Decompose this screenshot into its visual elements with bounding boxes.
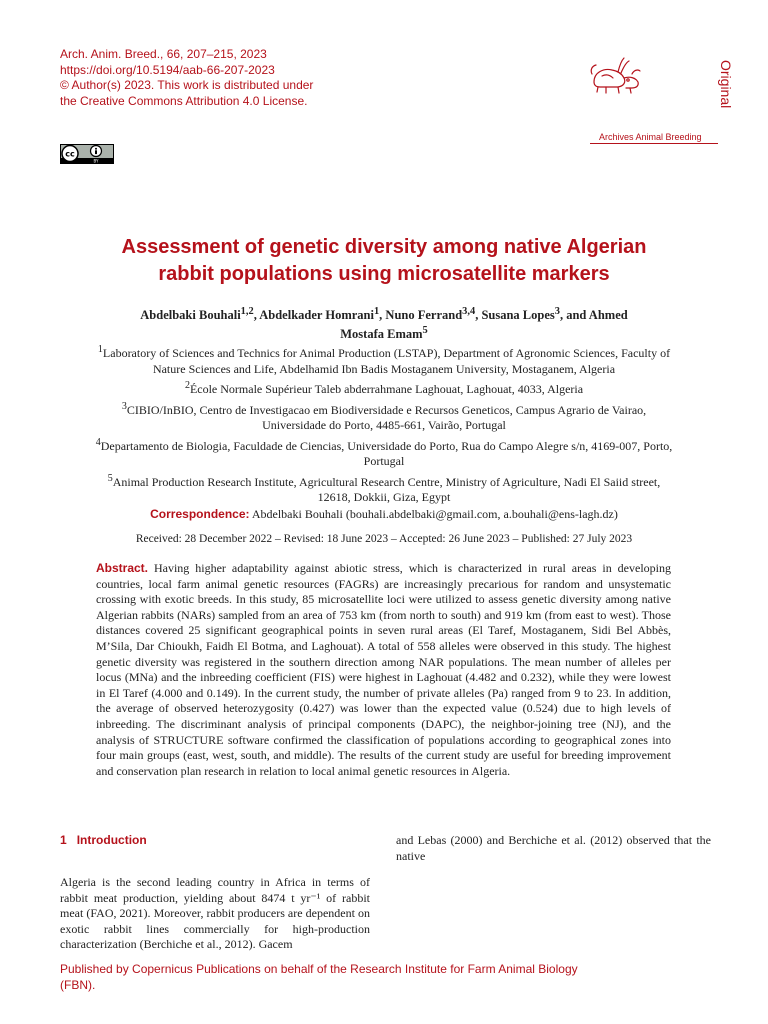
abstract-text: Having higher adaptability against abiotic stress, which is characterized in rural areas in developing countries, local farm animal genetic resources (FAGRs) are increasingly precarious for random and unsystematic crossing with exotic breeds. In this study, 85 microsatellite loci were utilized to assess genetic diversity among native Algerian rabbits (NARs) sampled from an area of 753 km (from north to south) and 919 km (from east to west). Those distances covered 25 significant geographical points in seven rural areas (El Taref, Mostaganem, Sidi Bel Abbès, M’Sila, Dar Chioukh, Faidh El Botma, and Laghouat). A total of 558 alleles were observed in this study. The highest genetic diversity was registered in the southern direction among NAR populations. The mean number of alleles per locus (MNa) and the inbreeding coefficient (FIS) were highest in Laghouat (4.482 and 0.232), while they were lowest in El Taref (4.000 and 0.149). In the current study, the number of private alleles (Pa) ranged from 9 to 23. In addition, the average of observed heterozygosity (0.427) was lower than the expected value (0.524) due to high levels of inbreeding. The discriminant analysis of principal components (DAPC), the neighbor-joining tree (NJ), and the analysis of STRUCTURE software confirmed the classification of populations according to geographical zones into four main groups (east, west, south, and middle). The results of the current study are useful for breeding improvement and conservation plan research in relation to local animal genetic resources in Algeria. xyxy=(96,561,672,778)
citation-block xyxy=(60,47,313,109)
abstract xyxy=(96,561,671,779)
section-heading xyxy=(60,833,147,847)
title-line: Assessment of genetic diversity among native Algerian xyxy=(121,236,647,258)
correspondence xyxy=(60,507,708,522)
author-affil-ref: 3 xyxy=(554,306,560,317)
author-affil-ref: 1 xyxy=(373,306,380,317)
author-list xyxy=(120,304,648,342)
section-number: 1 xyxy=(60,833,67,847)
affiliation-number: 5 xyxy=(107,472,113,484)
doi-link[interactable]: https://doi.org/10.5194/aab-66-207-2023 xyxy=(60,62,275,77)
affiliation-text: Laboratory of Sciences and Technics for Animal Production (LSTAP), Department of Agronomic Sciences, Faculty of Nature Sciences and Life, Abdelhamid Ibn Badis Mostaganem University, Mostaganem, Algeria xyxy=(102,346,671,376)
citation-line: Arch. Anim. Breed., 66, 207–215, 2023 xyxy=(60,47,267,61)
publisher-footer: Published by Copernicus Publications on behalf of the Research Institute for Farm Animal Biology xyxy=(60,962,578,976)
affiliation-list xyxy=(95,342,673,507)
affiliation xyxy=(95,342,673,377)
affiliation-number: 4 xyxy=(95,436,101,448)
author-name: Ahmed Mostafa Emam xyxy=(340,308,628,342)
author-name: Abdelkader Homrani xyxy=(259,308,374,323)
paper-title xyxy=(60,234,708,288)
affiliation xyxy=(95,471,673,506)
svg-text:BY: BY xyxy=(93,158,99,164)
cc-by-icon[interactable] xyxy=(60,144,114,164)
author-affil-ref: 1,2 xyxy=(240,306,254,317)
article-type-label: Original xyxy=(718,60,734,109)
affiliation-text: CIBIO/InBIO, Centro de Investigacao em Biodiversidade e Recursos Geneticos, Campus Agrario de Vairao, Universidade do Porto, 4485-661, Vairão, Portugal xyxy=(126,402,647,432)
author-name: Susana Lopes xyxy=(481,308,555,323)
author-separator: , xyxy=(379,308,386,323)
author-name: Nuno Ferrand xyxy=(385,308,463,323)
author-name: Abdelbaki Bouhali xyxy=(140,308,241,323)
license-link[interactable]: the Creative Commons Attribution 4.0 License. xyxy=(60,93,308,108)
svg-text:cc: cc xyxy=(65,149,75,159)
intro-paragraph-right: and Lebas (2000) and Berchiche et al. (2012) observed that the native xyxy=(396,833,711,863)
affiliation-text: École Normale Supérieur Taleb abderrahmane Laghouat, Laghouat, 4033, Algeria xyxy=(189,382,584,396)
correspondence-contact[interactable]: Abdelbaki Bouhali (bouhali.abdelbaki@gmail.com, a.bouhali@ens-lagh.dz) xyxy=(251,507,618,521)
affiliation-number: 3 xyxy=(121,400,127,412)
author-separator: , and xyxy=(559,308,589,323)
publication-dates: Received: 28 December 2022 – Revised: 18 June 2023 – Accepted: 26 June 2023 – Published: 27 July 2023 xyxy=(135,533,633,545)
intro-paragraph-left: Algeria is the second leading country in Africa in terms of rabbit meat production, yielding about 8474 t yr⁻¹ of rabbit meat (FAO, 2021). Moreover, rabbit producers are dependent on exotic rabbit lines commercially for high-production characterization (Berchiche et al., 2012). Gacem xyxy=(60,875,370,952)
citation-line: © Author(s) 2023. This work is distributed under xyxy=(60,78,314,92)
correspondence-label: Correspondence: xyxy=(150,507,250,521)
affiliation-number: 2 xyxy=(184,380,190,391)
author-separator: , xyxy=(475,308,482,323)
affiliation xyxy=(95,435,673,470)
title-line: rabbit populations using microsatellite markers xyxy=(158,263,610,285)
journal-name: Archives Animal Breeding xyxy=(599,132,702,142)
affiliation xyxy=(95,378,673,398)
affiliation xyxy=(95,399,673,434)
affiliation-number: 1 xyxy=(97,344,103,355)
affiliation-text: Departamento de Biologia, Faculdade de Ciencias, Universidade do Porto, Rua do Campo Alegre s/n, 4169-007, Porto, Portugal xyxy=(100,438,673,468)
rabbit-sketch-logo xyxy=(588,52,644,98)
journal-divider xyxy=(590,143,718,144)
author-affil-ref: 5 xyxy=(422,325,428,337)
author-affil-ref: 3,4 xyxy=(462,306,476,317)
abstract-label: Abstract. xyxy=(96,561,149,575)
publisher-footer-continuation: (FBN). xyxy=(60,978,96,992)
author-separator: , xyxy=(253,308,260,323)
affiliation-text: Animal Production Research Institute, Agricultural Research Centre, Ministry of Agriculture, Nadi El Saiid street, 12618, Dokkii, Giza, Egypt xyxy=(112,474,661,504)
section-title: Introduction xyxy=(76,833,147,847)
